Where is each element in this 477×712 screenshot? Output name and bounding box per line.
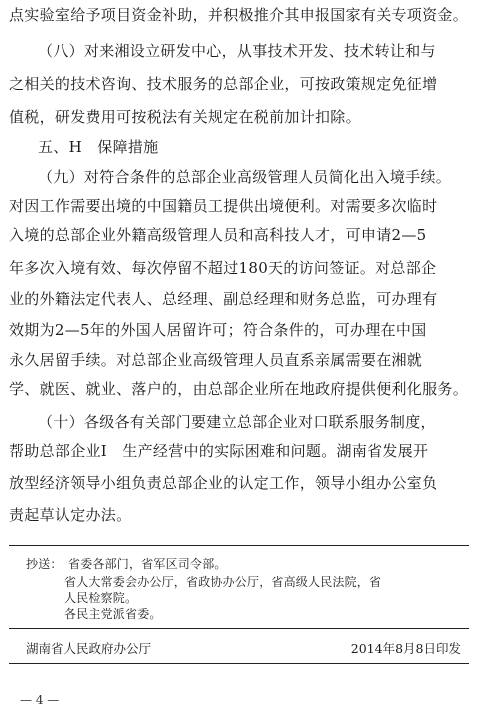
cc-label: 抄送：: [26, 557, 63, 571]
cc-line-2: 省人大常委会办公厅，省政协办公厅，省高级人民法院，省: [64, 575, 382, 589]
body-line-7: 对因工作需要出境的中国籍员工提供出境便利。对需要多次临时: [9, 197, 438, 215]
body-line-12: 永久居留手续。对总部企业高级管理人员直系亲属需要在湘就: [9, 351, 423, 369]
body-line-14: （十）各级各有关部门要建立总部企业对口联系服务制度，: [38, 413, 436, 431]
body-line-3: 之相关的技术咨询、技术服务的总部企业，可按政策规定免征增: [9, 75, 438, 93]
issuer-bottom-rule: [9, 663, 469, 664]
issuer-name: 湖南省人民政府办公厅: [26, 641, 152, 656]
body-line-11: 效期为2—5年的外国人居留许可；符合条件的，可办理在中国: [9, 321, 427, 339]
body-line-17: 责起草认定办法。: [9, 506, 132, 524]
section-heading: 五、H 保障措施: [38, 138, 159, 156]
cc-line-3: 人民检察院。: [64, 591, 138, 605]
body-line-4: 值税，研发费用可按税法有关规定在税前加计扣除。: [9, 108, 361, 126]
body-line-10: 业的外籍法定代表人、总经理、副总经理和财务总监，可办理有: [9, 290, 438, 308]
body-line-15: 帮助总部企业I 生产经营中的实际困难和问题。湖南省发展开: [9, 442, 429, 460]
body-line-13: 学、就医、就业、落户的，由总部企业所在地政府提供便利化服务。: [9, 380, 469, 398]
cc-line-4: 各民主党派省委。: [64, 607, 162, 621]
body-line-2: （八）对来湘设立研发中心，从事技术开发、技术转让和与: [38, 42, 436, 60]
cc-line-1: 省委各部门，省军区司令部。: [68, 557, 227, 571]
body-line-1: 点实验室给予项目资金补助，并积极推介其申报国家有关专项资金。: [9, 6, 469, 24]
page-number: — 4 —: [20, 693, 60, 707]
body-line-9: 年多次入境有效、每次停留不超过180天的访问签证。对总部企: [9, 259, 437, 277]
cc-top-rule: [9, 545, 469, 546]
issuer-top-rule: [9, 628, 469, 629]
body-line-6: （九）对符合条件的总部企业高级管理人员简化出入境手续。: [38, 168, 452, 186]
body-line-8: 入境的总部企业外籍高级管理人员和高科技人才，可申请2—5: [9, 226, 427, 244]
body-line-16: 放型经济领导小组负责总部企业的认定工作，领导小组办公室负: [9, 474, 438, 492]
issue-date: 2014年8月8日印发: [350, 641, 461, 656]
